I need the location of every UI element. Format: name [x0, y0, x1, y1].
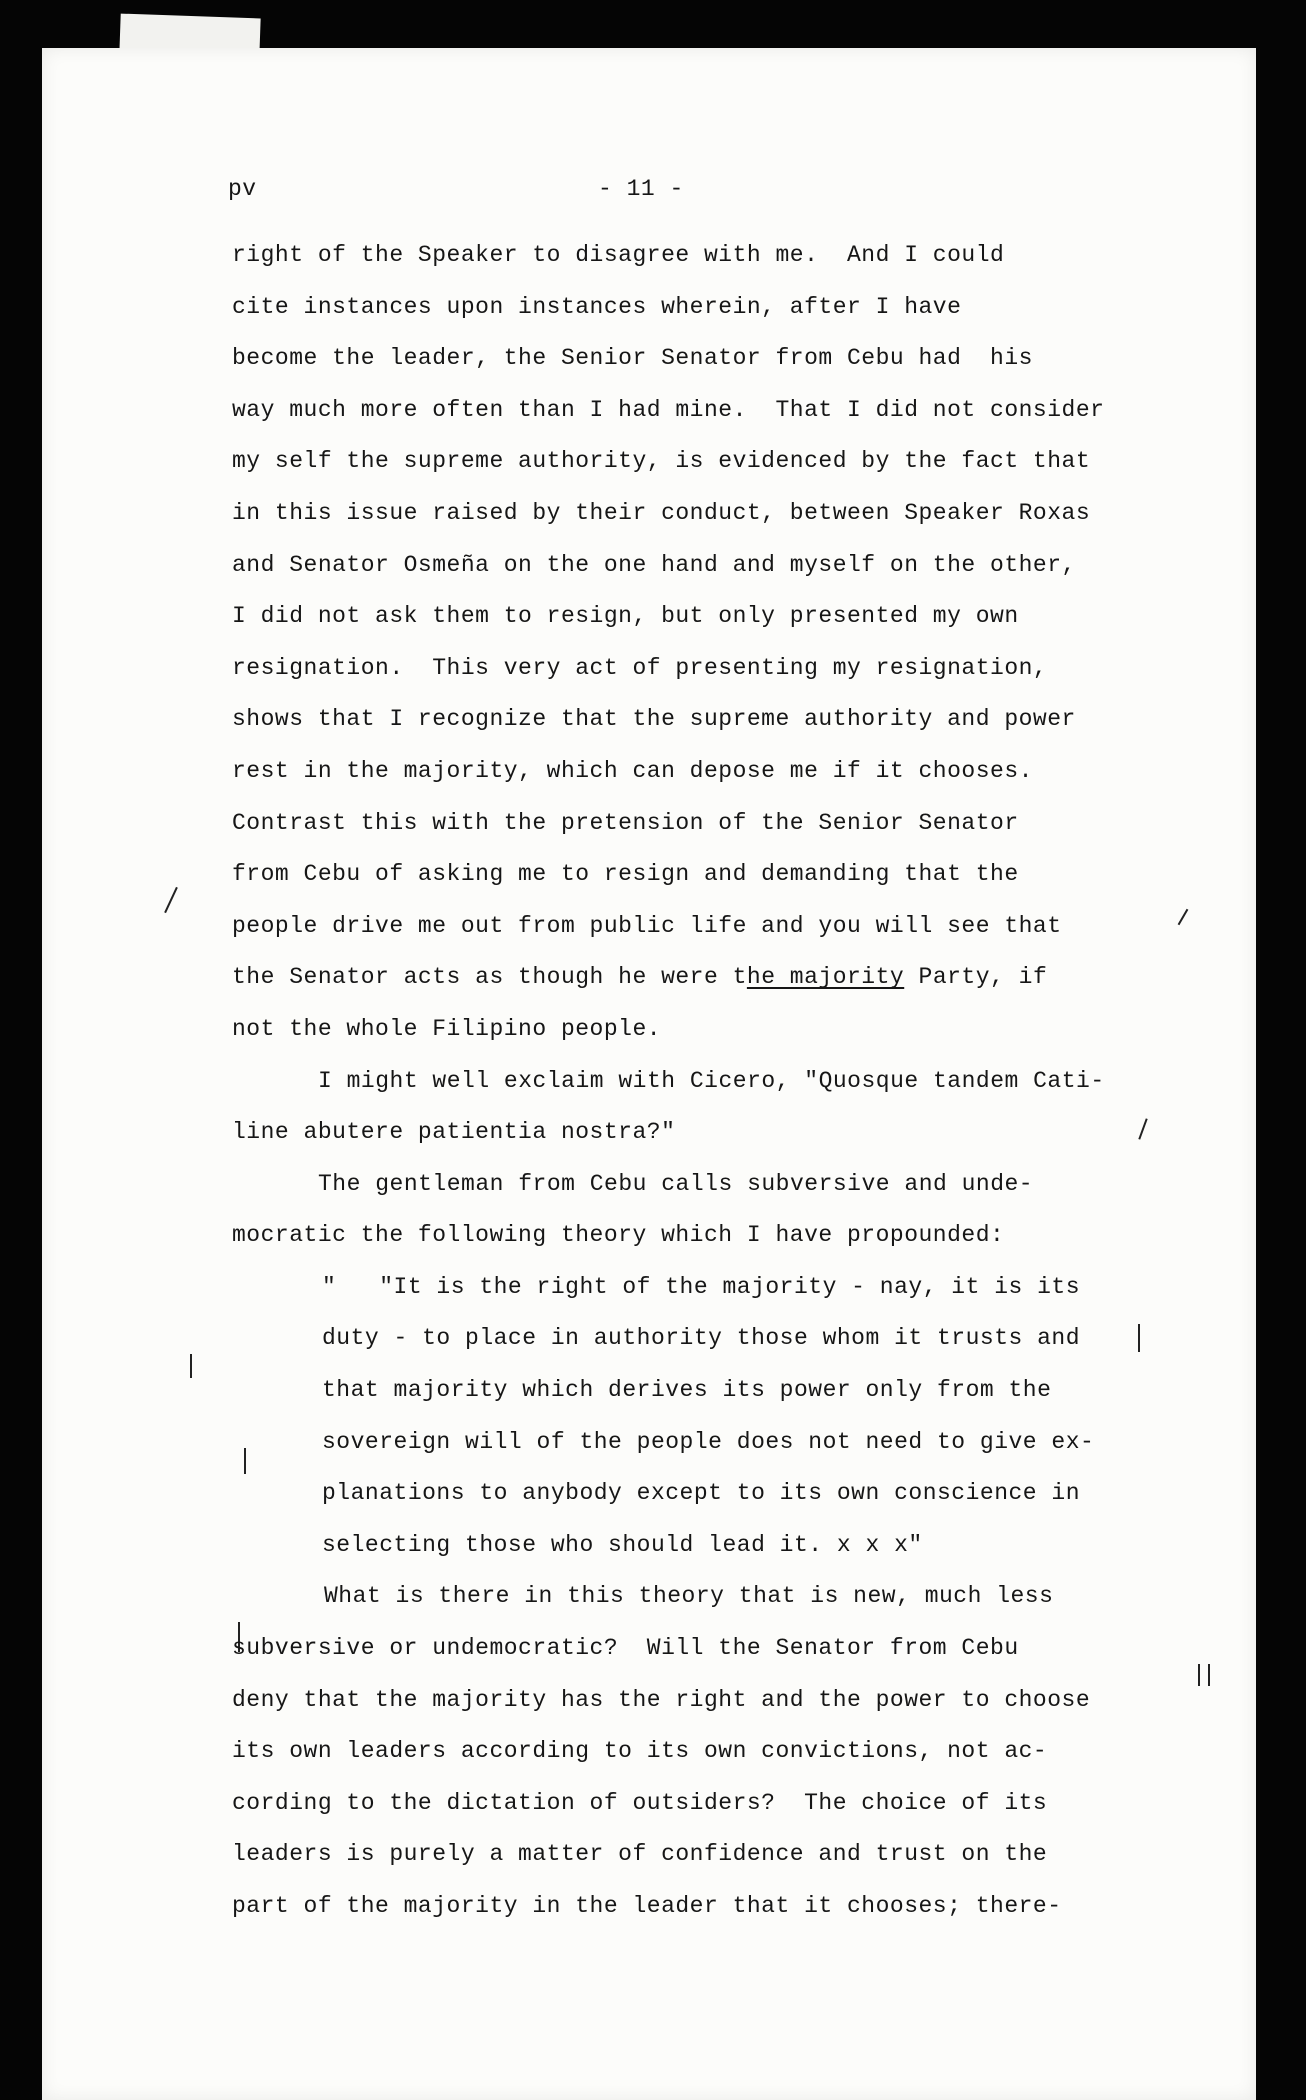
page-number: - 11 - — [598, 176, 684, 202]
quote-line: " "It is the right of the majority - nay, it is its — [322, 1273, 1081, 1300]
body-text — [232, 230, 1192, 1933]
quote-line: planations to anybody except to its own conscience in — [322, 1480, 1081, 1507]
text-line: rest in the majority, which can depose me if it chooses. — [232, 757, 1033, 784]
text-line: shows that I recognize that the supreme authority and power — [232, 706, 1076, 733]
text-line: cording to the dictation of outsiders? The choice of its — [232, 1789, 1048, 1816]
text-line: line abutere patientia nostra?" — [232, 1119, 676, 1146]
text-line: way much more often than I had mine. That I did not consider — [232, 396, 1105, 423]
margin-mark — [1208, 1664, 1210, 1686]
text-line: I did not ask them to resign, but only presented my own — [232, 603, 1019, 630]
paragraph-start-line: What is there in this theory that is new, much less — [324, 1583, 1054, 1610]
text-line: its own leaders according to its own convictions, not ac- — [232, 1738, 1048, 1765]
margin-mark — [1198, 1664, 1200, 1686]
text-line: part of the majority in the leader that it chooses; there- — [232, 1893, 1062, 1919]
text-line: people drive me out from public life and you will see that — [232, 912, 1062, 939]
text-line-with-underline — [232, 952, 1192, 1004]
page-header — [228, 176, 1078, 216]
text-line: my self the supreme authority, is evidenced by the fact that — [232, 448, 1091, 475]
text-line: mocratic the following theory which I have propounded: — [232, 1222, 1005, 1249]
text-line: from Cebu of asking me to resign and demanding that the — [232, 861, 1019, 888]
text-line: in this issue raised by their conduct, between Speaker Roxas — [232, 499, 1091, 526]
quote-line: sovereign will of the people does not need to give ex- — [322, 1428, 1095, 1455]
text-line: leaders is purely a matter of confidence and trust on the — [232, 1841, 1048, 1868]
text-line: become the leader, the Senior Senator from Cebu had his — [232, 345, 1033, 372]
text-line: cite instances upon instances wherein, after I have — [232, 293, 962, 320]
text-line: resignation. This very act of presenting my resignation, — [232, 654, 1048, 681]
underlined-phrase: he majority — [746, 964, 905, 991]
text-line: and Senator Osmeña on the one hand and myself on the other, — [232, 551, 1076, 578]
paragraph-start-line: I might well exclaim with Cicero, "Quosque tandem Cati- — [318, 1067, 1105, 1094]
quote-line: selecting those who should lead it. x x x" — [322, 1531, 923, 1558]
margin-mark — [164, 887, 178, 913]
text-line: not the whole Filipino people. — [232, 1015, 662, 1042]
text-line: subversive or undemocratic? Will the Senator from Cebu — [232, 1635, 1019, 1662]
text-segment: Party, if — [904, 964, 1048, 991]
margin-mark — [190, 1354, 192, 1378]
paragraph-start-line: The gentleman from Cebu calls subversive and unde- — [318, 1170, 1034, 1197]
text-segment: the Senator acts as though he were t — [232, 964, 747, 991]
text-line: deny that the majority has the right and the power to choose — [232, 1686, 1091, 1713]
quote-line: that majority which derives its power only from the — [322, 1377, 1052, 1404]
typist-initials: pv — [228, 176, 257, 202]
text-line: right of the Speaker to disagree with me. And I could — [232, 242, 1005, 268]
text-line: Contrast this with the pretension of the Senior Senator — [232, 809, 1019, 836]
quote-line: duty - to place in authority those whom it trusts and — [322, 1325, 1081, 1352]
